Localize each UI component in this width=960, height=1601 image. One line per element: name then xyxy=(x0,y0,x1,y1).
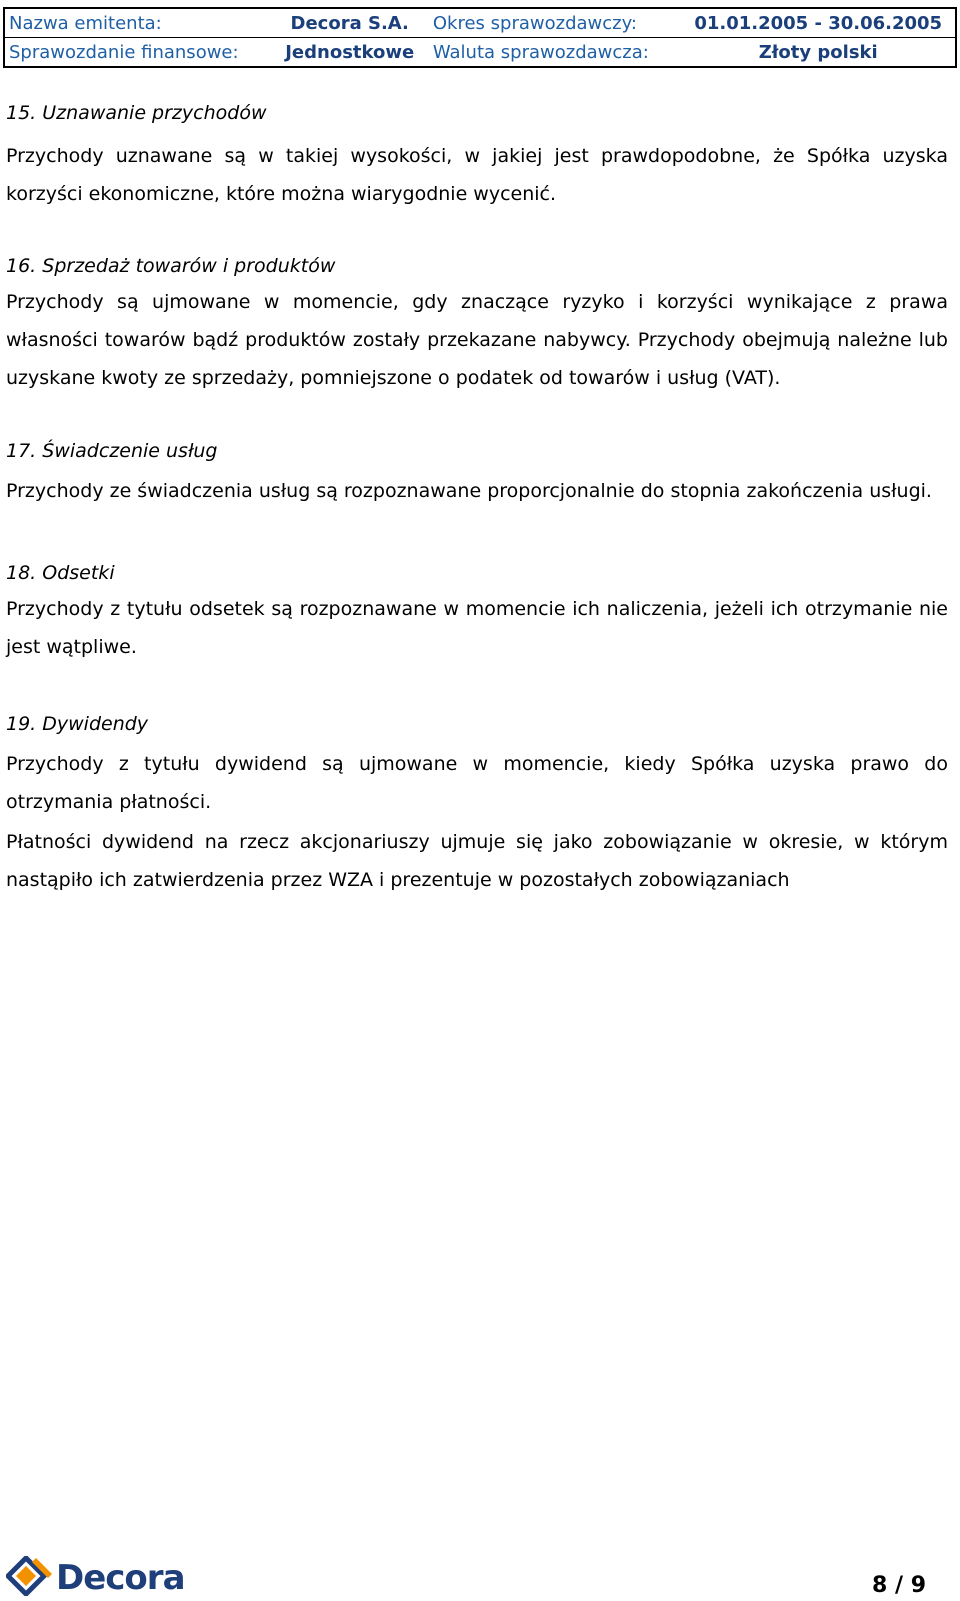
decora-diamond-icon xyxy=(6,1556,54,1596)
paragraph-dividends-2: Płatności dywidend na rzecz akcjonariuszy ujmuje się jako zobowiązanie w okresie, w którym nastąpiło ich zatwierdzenia przez WZA i prezentuje w pozostałych zobowiązaniach xyxy=(6,831,948,891)
section-title-goods-sales: 16. Sprzedaż towarów i produktów xyxy=(6,255,336,277)
issuer-label: Nazwa emitenta: xyxy=(4,8,271,38)
section-title-dividends: 19. Dywidendy xyxy=(6,713,149,735)
logo-wordmark: Decora xyxy=(56,1558,185,1598)
paragraph-dividends-1: Przychody z tytułu dywidend są ujmowane w momencie, kiedy Spółka uzyska prawo do otrzymania płatności. xyxy=(6,753,948,813)
statement-value: Jednostkowe xyxy=(285,42,415,63)
paragraph-revenue-recognition: Przychody uznawane są w takiej wysokości, w jakiej jest prawdopodobne, że Spółka uzyska korzyści ekonomiczne, które można wiarygodnie wycenić. xyxy=(6,145,948,205)
header-row-2 xyxy=(4,38,956,68)
paragraph-interest: Przychody z tytułu odsetek są rozpoznawane w momencie ich naliczenia, jeżeli ich otrzymanie nie jest wątpliwe. xyxy=(6,598,948,658)
report-header xyxy=(3,7,957,68)
section-title-services: 17. Świadczenie usług xyxy=(6,440,218,462)
paragraph-goods-sales: Przychody są ujmowane w momencie, gdy znaczące ryzyko i korzyści wynikające z prawa własności towarów bądź produktów zostały przekazane nabywcy. Przychody obejmują należne lub uzyskane kwoty ze sprzedaży, pomniejszone o podatek od towarów i usług (VAT). xyxy=(6,291,948,389)
issuer-value: Decora S.A. xyxy=(271,8,429,38)
section-title-interest: 18. Odsetki xyxy=(6,562,115,584)
page-number: 8 / 9 xyxy=(872,1573,926,1598)
paragraph-services: Przychody ze świadczenia usług są rozpoznawane proporcjonalnie do stopnia zakończenia usługi. xyxy=(6,480,932,502)
currency-value: Złoty polski xyxy=(758,42,878,63)
period-label: Okres sprawozdawczy: xyxy=(429,8,682,38)
decora-logo xyxy=(6,1556,185,1598)
currency-label: Waluta sprawozdawcza: xyxy=(432,42,649,63)
header-row-1 xyxy=(4,8,956,38)
period-value: 01.01.2005 - 30.06.2005 xyxy=(681,8,956,38)
section-title-revenue-recognition: 15. Uznawanie przychodów xyxy=(6,102,267,124)
statement-label: Sprawozdanie finansowe: xyxy=(9,42,239,63)
